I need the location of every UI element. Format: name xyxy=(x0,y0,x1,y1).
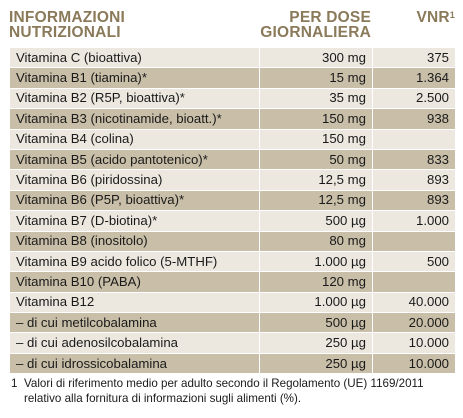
table-row xyxy=(10,129,456,149)
table-row xyxy=(10,292,456,312)
nutrition-table xyxy=(9,47,456,374)
nutrient-name: Vitamina B7 (D-biotina)* xyxy=(10,211,260,231)
nutrient-vnr: 20.000 xyxy=(373,313,456,333)
nutrient-vnr: 1.364 xyxy=(373,68,456,88)
nutrient-name: Vitamina B5 (acido pantotenico)* xyxy=(10,149,260,169)
nutrient-dose: 500 µg xyxy=(260,313,373,333)
nutrient-dose: 1.000 µg xyxy=(260,292,373,312)
nutrient-dose: 12,5 mg xyxy=(260,170,373,190)
table-row xyxy=(10,211,456,231)
nutrition-table-body xyxy=(10,48,456,374)
nutrient-vnr: 40.000 xyxy=(373,292,456,312)
nutrient-name: – di cui metilcobalamina xyxy=(10,313,260,333)
nutrient-name: Vitamina B8 (inositolo) xyxy=(10,231,260,251)
nutrient-dose: 250 µg xyxy=(260,333,373,353)
nutrient-dose: 35 mg xyxy=(260,88,373,108)
nutrient-vnr: 500 xyxy=(373,251,456,271)
footnote xyxy=(9,376,455,406)
table-row xyxy=(10,251,456,271)
nutrient-dose: 80 mg xyxy=(260,231,373,251)
nutrient-dose: 250 µg xyxy=(260,353,373,373)
nutrient-name: Vitamina B3 (nicotinamide, bioatt.)* xyxy=(10,109,260,129)
header-nutritional-info: INFORMAZIONI NUTRIZIONALI xyxy=(9,9,126,41)
nutrient-vnr: 10.000 xyxy=(373,333,456,353)
nutrient-vnr: 893 xyxy=(373,190,456,210)
nutrient-dose: 120 mg xyxy=(260,272,373,292)
table-row xyxy=(10,313,456,333)
nutrient-vnr: 938 xyxy=(373,109,456,129)
table-row xyxy=(10,48,456,68)
nutrient-name: – di cui idrossicobalamina xyxy=(10,353,260,373)
table-row xyxy=(10,68,456,88)
nutrient-dose: 300 mg xyxy=(260,48,373,68)
table-header xyxy=(9,8,455,42)
nutrient-vnr: 1.000 xyxy=(373,211,456,231)
table-row xyxy=(10,109,456,129)
nutrient-vnr: 893 xyxy=(373,170,456,190)
nutrient-name: Vitamina B6 (P5P, bioattiva)* xyxy=(10,190,260,210)
nutrient-name: Vitamina B4 (colina) xyxy=(10,129,260,149)
nutrient-dose: 50 mg xyxy=(260,149,373,169)
table-row xyxy=(10,170,456,190)
nutrient-name: Vitamina B1 (tiamina)* xyxy=(10,68,260,88)
header-vnr-footnote-ref: 1 xyxy=(449,10,455,20)
nutrient-name: Vitamina C (bioattiva) xyxy=(10,48,260,68)
nutrient-dose: 15 mg xyxy=(260,68,373,88)
nutrient-name: Vitamina B6 (piridossina) xyxy=(10,170,260,190)
footnote-mark: 1 xyxy=(11,377,18,390)
nutrient-name: – di cui adenosilcobalamina xyxy=(10,333,260,353)
nutrient-vnr: 375 xyxy=(373,48,456,68)
table-row xyxy=(10,272,456,292)
nutrient-name: Vitamina B12 xyxy=(10,292,260,312)
table-row xyxy=(10,353,456,373)
table-row xyxy=(10,88,456,108)
nutrient-name: Vitamina B10 (PABA) xyxy=(10,272,260,292)
nutrient-dose: 500 µg xyxy=(260,211,373,231)
nutrient-name: Vitamina B9 acido folico (5-MTHF) xyxy=(10,251,260,271)
header-vnr-label: VNR xyxy=(416,9,450,26)
nutrient-vnr xyxy=(373,272,456,292)
nutrient-vnr xyxy=(373,231,456,251)
nutrient-vnr xyxy=(373,129,456,149)
footnote-text: Valori di riferimento medio per adulto secondo il Regolamento (UE) 1169/2011 relativo alla fornitura di informazioni sugli alimenti (%). xyxy=(24,377,424,405)
nutrient-dose: 150 mg xyxy=(260,109,373,129)
header-vnr xyxy=(375,10,455,25)
table-row xyxy=(10,333,456,353)
nutrient-vnr: 2.500 xyxy=(373,88,456,108)
table-row xyxy=(10,149,456,169)
nutrient-dose: 150 mg xyxy=(260,129,373,149)
nutrient-dose: 1.000 µg xyxy=(260,251,373,271)
table-row xyxy=(10,231,456,251)
header-daily-dose: PER DOSE GIORNALIERA xyxy=(260,9,371,41)
nutrient-name: Vitamina B2 (R5P, bioattiva)* xyxy=(10,88,260,108)
nutrient-dose: 12,5 mg xyxy=(260,190,373,210)
nutrient-vnr: 10.000 xyxy=(373,353,456,373)
nutrient-vnr: 833 xyxy=(373,149,456,169)
table-row xyxy=(10,190,456,210)
